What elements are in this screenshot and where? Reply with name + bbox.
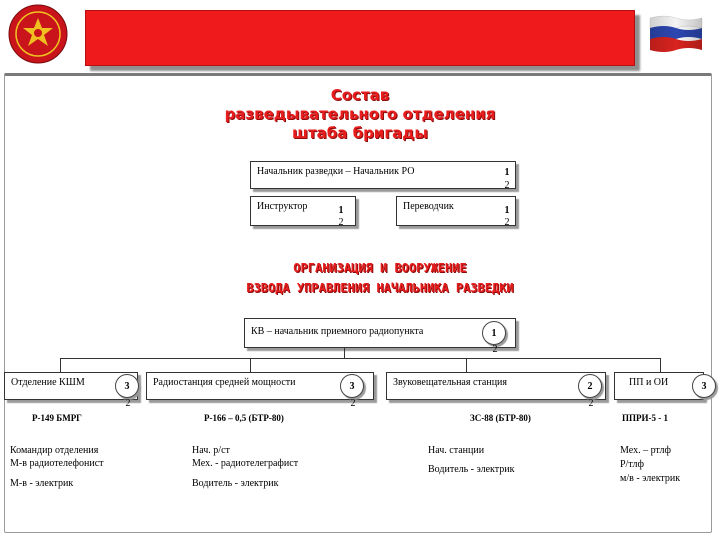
translator-sub: 2 [504,217,510,228]
connector-drop-1 [60,358,61,372]
unit-kshm-staff-1: Командир отделения [10,445,99,456]
title-banner [85,10,635,66]
title-line-3: штаба бригады [292,124,428,142]
unit-kshm-staff-2: М-в радиотелефонист [10,458,104,469]
page-title [160,86,560,143]
unit-radio-sub: 2 [350,398,356,409]
unit-kshm-count: 3 [115,374,139,398]
platoon-head-sub: 2 [492,344,498,355]
unit-kshm-staff-3: М-в - электрик [10,478,74,489]
connector-drop-3 [466,358,467,372]
platoon-head-count: 1 [482,321,506,345]
unit-sound-count: 2 [578,374,602,398]
instructor-label: Инструктор [257,201,308,212]
unit-sound-staff-2: Водитель - электрик [428,464,515,475]
platoon-head-label: КВ – начальник приемного радиопункта [251,326,424,337]
translator-box [396,196,516,226]
unit-radio-equipment: Р-166 – 0,5 (БТР-80) [204,413,284,423]
connector-drop-2 [250,358,251,372]
section-title-line-2: ВЗВОДА УПРАВЛЕНИЯ НАЧАЛЬНИКА РАЗВЕДКИ [246,281,514,295]
unit-kshm-equipment: Р-149 БМРГ [32,413,82,423]
section-title [180,258,580,298]
unit-sound-label: Звуковещательная станция [393,377,507,388]
platoon-head-box [244,318,516,348]
academy-emblem-icon [8,4,68,64]
unit-radio-staff-3: Водитель - электрик [192,478,279,489]
unit-sound-equipment: ЗС-88 (БТР-80) [470,413,531,423]
unit-sound-staff-1: Нач. станции [428,445,485,456]
unit-ppoi-staff-2: Р/тлф [620,459,644,470]
instructor-count: 1 [338,205,344,216]
unit-radio-count: 3 [340,374,364,398]
chief-label: Начальник разведки – Начальник РО [257,166,415,177]
unit-sound-sub: 2 [588,398,594,409]
connector-horizontal [60,358,660,359]
unit-ppoi-staff-1: Мех. – ртлф [620,445,672,456]
unit-ppoi-label: ПП и ОИ [629,377,669,388]
chief-sub: 2 [504,180,510,191]
title-line-2: разведывательного отделения [224,105,496,123]
unit-kshm-sub: 2 [125,398,131,409]
unit-ppoi-equipment: ППРИ-5 - 1 [622,413,668,423]
chief-box [250,161,516,189]
chief-count: 1 [504,167,510,178]
unit-kshm-label: Отделение КШМ [11,377,85,388]
section-title-line-1: ОРГАНИЗАЦИЯ И ВООРУЖЕНИЕ [293,261,467,275]
translator-label: Переводчик [403,201,454,212]
title-line-1: Состав [330,86,390,104]
unit-ppoi-count: 3 [692,374,716,398]
unit-radio-label: Радиостанция средней мощности [153,377,296,388]
unit-sound-box [386,372,606,400]
unit-radio-staff-1: Нач. р/ст [192,445,230,456]
unit-ppoi-staff-3: м/в - электрик [620,473,681,484]
instructor-sub: 2 [338,217,344,228]
unit-ppoi-box [614,372,704,400]
translator-count: 1 [504,205,510,216]
unit-radio-staff-2: Мех. - радиотелеграфист [192,458,299,469]
connector-drop-4 [660,358,661,372]
russian-flag-icon [648,14,704,54]
